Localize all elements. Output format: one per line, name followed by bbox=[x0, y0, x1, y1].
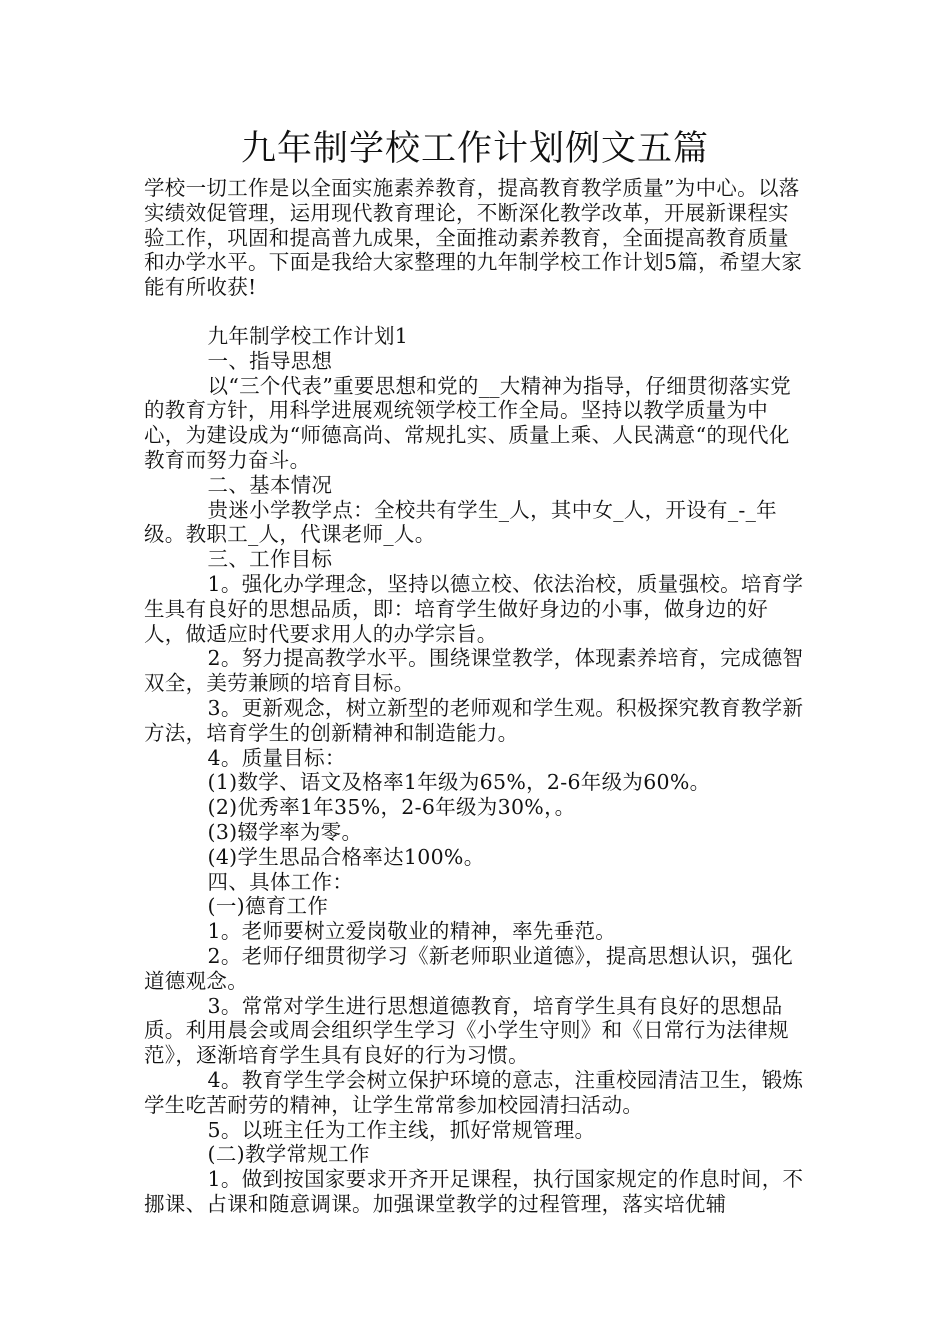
list-item: (3)辍学率为零。 bbox=[207, 819, 363, 844]
paragraph: 5。以班主任为工作主线，抓好常规管理。 bbox=[207, 1117, 596, 1142]
subsection-heading: (一)德育工作 bbox=[207, 894, 329, 919]
intro-paragraph bbox=[144, 176, 809, 300]
paragraph: 4。质量目标： bbox=[207, 745, 346, 770]
section-heading: 九年制学校工作计划1 bbox=[207, 324, 409, 348]
paragraph: 3。常常对学生进行思想道德教育，培育学生具有良好的思想品质。利用晨会或周会组织学生学习《小学生守则》和《日常行为法律规范》，逐渐培育学生具有良好的行为习惯。 bbox=[144, 993, 789, 1068]
list-item: (1)数学、语文及格率1年级为65%，2-6年级为60%。 bbox=[207, 770, 711, 795]
section-heading: 二、基本情况 bbox=[207, 472, 333, 497]
section-heading: 一、指导思想 bbox=[207, 348, 333, 373]
document-title: 九年制学校工作计划例文五篇 bbox=[240, 129, 709, 169]
list-item: (2)优秀率1年35%，2-6年级为30%，。 bbox=[207, 795, 576, 820]
paragraph: 1。老师要树立爱岗敬业的精神，率先垂范。 bbox=[207, 919, 617, 944]
intro-text: 学校一切工作是以全面实施素养教育，提高教育教学质量”为中心。以落实绩效促管理，运用现代教育理论，不断深化教学改革，开展新课程实验工作，巩固和提高普九成果，全面推动素养教育，全面提高教育质量和办学水平。下面是我给大家整理的九年制学校工作计划5篇，希望大家能有所收获! bbox=[144, 176, 803, 300]
section-heading: 四、具体工作： bbox=[207, 869, 354, 894]
subsection-heading: (二)教学常规工作 bbox=[207, 1142, 370, 1167]
paragraph: 2。老师仔细贯彻学习《新老师职业道德》，提高思想认识，强化道德观念。 bbox=[144, 943, 794, 993]
list-item: (4)学生思品合格率达100%。 bbox=[207, 844, 485, 869]
paragraph: 4。教育学生学会树立保护环境的意志，注重校园清洁卫生，锻炼学生吃苦耐劳的精神，让学生常常参加校园清扫活动。 bbox=[144, 1067, 804, 1117]
paragraph: 1。做到按国家要求开齐开足课程，执行国家规定的作息时间，不挪课、占课和随意调课。加强课堂教学的过程管理，落实培优辅 bbox=[144, 1167, 804, 1216]
paragraph: 贵迷小学教学点：全校共有学生_人，其中女_人，开设有_-_年级。教职工_人，代课老师_人。 bbox=[144, 497, 777, 547]
document-body bbox=[144, 324, 809, 1217]
paragraph: 2。努力提高教学水平。围绕课堂教学，体现素养培育，完成德智双全，美劳兼顾的培育目标。 bbox=[144, 646, 804, 696]
section-heading: 三、工作目标 bbox=[207, 547, 333, 572]
paragraph: 以“三个代表”重要思想和党的__大精神为指导，仔细贯彻落实党的教育方针，用科学进展观统领学校工作全局。坚持以教学质量为中心，为建设成为“师德高尚、常规扎实、质量上乘、人民满意“的现代化教育而努力奋斗。 bbox=[144, 373, 792, 472]
paragraph: 3。更新观念，树立新型的老师观和学生观。积极探究教育教学新方法，培育学生的创新精神和制造能力。 bbox=[144, 695, 804, 745]
paragraph: 1。强化办学理念，坚持以德立校、依法治校，质量强校。培育学生具有良好的思想品质，即：培育学生做好身边的小事，做身边的好人，做适应时代要求用人的办学宗旨。 bbox=[144, 571, 804, 646]
